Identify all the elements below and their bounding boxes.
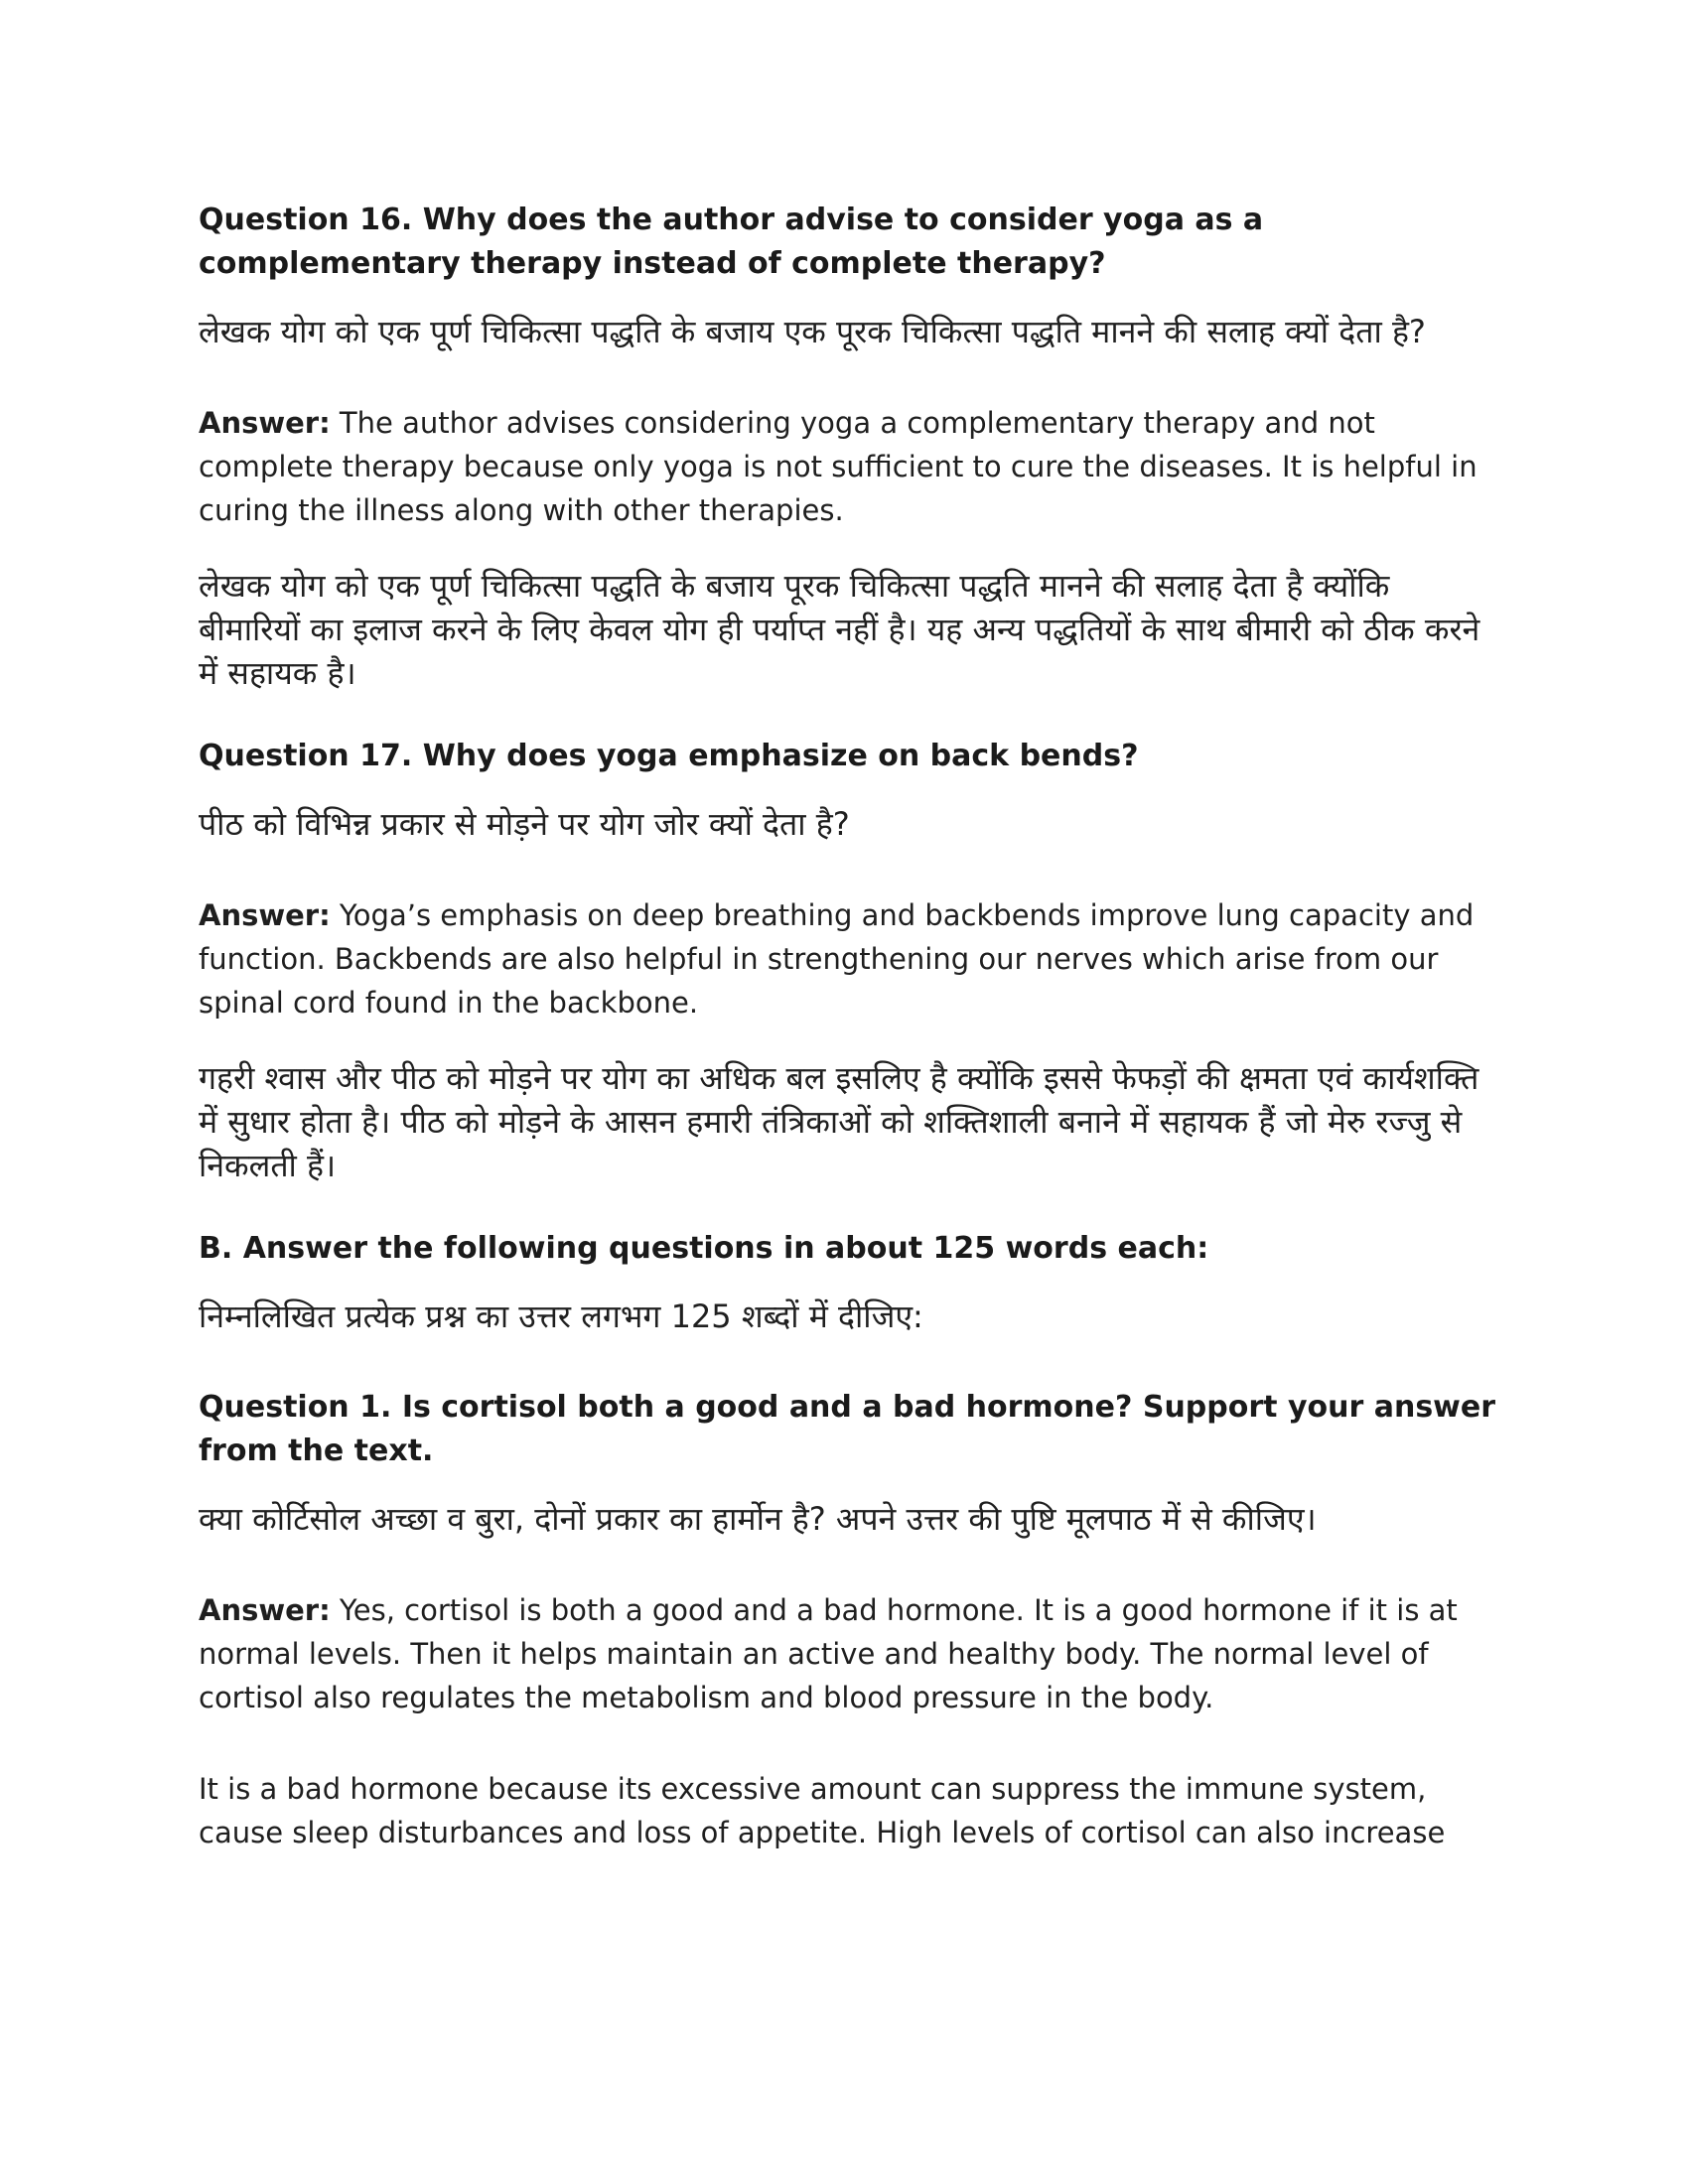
page-content xyxy=(199,199,1499,1886)
section-b-heading-hindi: निम्नलिखित प्रत्येक प्रश्न का उत्तर लगभग 125 शब्दों में दीजिए: xyxy=(199,1297,923,1335)
section-b-question-1-hindi: क्या कोर्टिसोल अच्छा व बुरा, दोनों प्रकार का हार्मोन है? अपने उत्तर की पुष्टि मूलपाठ में से कीजिए। xyxy=(199,1500,1317,1538)
question-16-hindi: लेखक योग को एक पूर्ण चिकित्सा पद्धति के बजाय एक पूरक चिकित्सा पद्धति मानने की सलाह क्यों देता है? xyxy=(199,313,1426,350)
question-17-hindi: पीठ को विभिन्न प्रकार से मोड़ने पर योग जोर क्यों देता है? xyxy=(199,805,850,843)
section-b-heading: B. Answer the following questions in about 125 words each: xyxy=(199,1231,1209,1266)
answer-label: Answer: xyxy=(199,406,331,440)
question-17: Question 17. Why does yoga emphasize on back bends? xyxy=(199,739,1139,773)
answer-17 xyxy=(199,893,1499,1024)
answer-label: Answer: xyxy=(199,898,331,932)
question-16: Question 16. Why does the author advise to consider yoga as a complementary therapy instead of complete therapy? xyxy=(199,203,1264,281)
answer-17-text: Yoga’s emphasis on deep breathing and backbends improve lung capacity and function. Backbends are also helpful in strengthening our nerves which arise from our spinal cord found in the backbone. xyxy=(199,898,1475,1020)
section-b-answer-1-text: Yes, cortisol is both a good and a bad hormone. It is a good hormone if it is at normal levels. Then it helps maintain an active and healthy body. The normal level of cortisol also regulates the metabolism and blood pressure in the body. xyxy=(199,1593,1458,1714)
answer-16 xyxy=(199,401,1499,532)
section-b-answer-1-continued: It is a bad hormone because its excessive amount can suppress the immune system, cause sleep disturbances and loss of appetite. High levels of cortisol can also increase xyxy=(199,1772,1446,1849)
section-b-answer-1 xyxy=(199,1588,1499,1719)
section-b-question-1: Question 1. Is cortisol both a good and a bad hormone? Support your answer from the text. xyxy=(199,1390,1496,1468)
answer-label: Answer: xyxy=(199,1593,331,1627)
answer-16-text: The author advises considering yoga a complementary therapy and not complete therapy because only yoga is not sufficient to cure the diseases. It is helpful in curing the illness along with other therapies. xyxy=(199,406,1477,527)
answer-16-hindi: लेखक योग को एक पूर्ण चिकित्सा पद्धति के बजाय पूरक चिकित्सा पद्धति मानने की सलाह देता है क्योंकि बीमारियों का इलाज करने के लिए केवल योग ही पर्याप्त नहीं है। यह अन्य पद्धतियों के साथ बीमारी को ठीक करने में सहायक है। xyxy=(199,567,1480,692)
answer-17-hindi: गहरी श्वास और पीठ को मोड़ने पर योग का अधिक बल इसलिए है क्योंकि इससे फेफड़ों की क्षमता एवं कार्यशक्ति में सुधार होता है। पीठ को मोड़ने के आसन हमारी तंत्रिकाओं को शक्तिशाली बनाने में सहायक हैं जो मेरु रज्जु से निकलती हैं। xyxy=(199,1059,1479,1184)
